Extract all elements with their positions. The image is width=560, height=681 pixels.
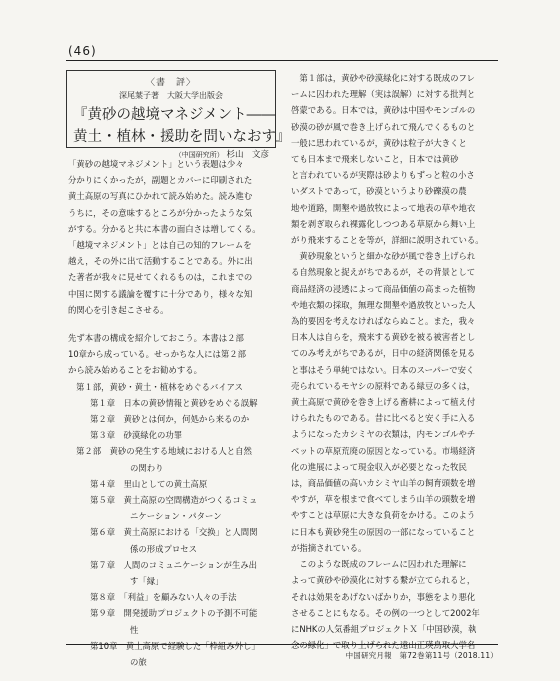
text-line: 類を剥ぎ取られ裸露化しつつある草原から舞い上 — [291, 218, 476, 229]
header-rule — [66, 60, 498, 61]
book-title-line-2: 黄土・植林・援助を問いなおす』 — [73, 129, 291, 145]
left-paragraph-1 — [68, 156, 280, 237]
text-line: 先ず本書の構成を紹介しておこう。本書は２部 — [68, 333, 244, 344]
text-line: 黄土高原で黄砂を巻き上げる畜耕によって植え付 — [291, 397, 476, 408]
reviewer-name: 杉山 文彦 — [226, 150, 269, 160]
footer-citation: 中国研究月報 第72巻第11号（2018.11） — [345, 651, 498, 660]
right-column — [291, 70, 499, 653]
toc-continuation: の旅 — [130, 657, 147, 668]
text-line: は，商品価値の高いカシミヤ山羊の飼育頭数を増 — [291, 478, 476, 489]
toc-chapter: 第10章 黄土高原で経験した「枠組み外し」 — [90, 640, 260, 651]
table-of-contents — [68, 379, 280, 671]
text-line: 売られているモヤシの原料である緑豆の多くは， — [291, 380, 476, 391]
text-line: 商品経済の浸透によって商品価値の高まった植物 — [291, 283, 476, 294]
text-line: 黄砂現象というと細かな砂が風で巻き上げられ — [291, 251, 476, 262]
right-paragraph-2 — [291, 248, 499, 556]
text-line: やすことは草原に大きな負荷をかける。このよう — [291, 510, 476, 521]
text-line: やすが，草を根まで食べてしまう山羊の頭数を増 — [291, 494, 476, 505]
text-line: 黄土高原の写真にひかれて読み始めた。読み進む — [68, 191, 253, 202]
text-line: と言われているが実際は砂よりもずっと粒の小さ — [291, 170, 475, 181]
toc-chapter: 第３章 砂漠緑化の功罪 — [90, 430, 183, 441]
toc-chapter: 第７章 人間のコミュニケーションが生み出 — [90, 559, 257, 570]
text-line: と事はそう単純ではない。日本のスーパーで安く — [291, 364, 475, 375]
text-line: 第１部は，黄砂や砂漠緑化に対する既成のフレ — [291, 73, 475, 83]
book-title-line-1: 『黄砂の越境マネジメント―― — [73, 107, 276, 123]
text-line: それは効果をあげないばかりか，事態をより悪化 — [291, 591, 476, 602]
left-column — [68, 156, 280, 670]
text-line: にNHKの人気番組プロジェクトＸ「中国砂漠，執 — [291, 623, 477, 634]
text-line: や地衣類の採取，無理な開墾や過放牧といった人 — [291, 299, 476, 310]
toc-chapter: 第９章 開発援助プロジェクトの予測不可能 — [90, 608, 258, 619]
text-line: 的関心を引き起こさせる。 — [68, 304, 169, 315]
text-line: てのみ考えがちであるが，日中の経済関係を見る — [291, 348, 476, 359]
toc-continuation: 性 — [130, 624, 139, 635]
text-line: うちに，その意味するところが分かったような気 — [68, 207, 253, 218]
review-label: 〈書 評〉 — [145, 78, 196, 88]
text-line: このような既成のフレームに囚われた理解に — [291, 559, 467, 570]
text-line: 砂漠の砂が風で巻き上げられて飛んでくるものと — [291, 121, 476, 132]
text-line: がする。分かると共に本書の面白さは増してくる。 — [68, 223, 261, 234]
text-line: 念の緑化」で取り上げられた遠山正瑛鳥取大学名 — [291, 640, 476, 651]
text-line: ようになったカシミヤの衣類は，内モンゴルやチ — [291, 429, 476, 440]
text-line: 啓蒙である。日本では，黄砂は中国やモンゴルの — [291, 105, 476, 116]
text-line: ても日本まで飛来しないこと，日本では黄砂 — [291, 154, 459, 165]
text-line: た著者が我々に見せてくれるものは，これまでの — [68, 272, 253, 283]
text-line: ベットの草原荒廃の原因となっている。市場経済 — [291, 445, 476, 456]
text-line: けられたものである。昔に比べると安く手に入る — [291, 413, 476, 424]
left-paragraph-2 — [68, 237, 280, 318]
text-line: る自然現象と捉えがちであるが，その背景として — [291, 267, 476, 278]
right-paragraph-1 — [291, 70, 499, 248]
text-line: 化の進展によって現金収入が必要となった牧民 — [291, 461, 467, 472]
toc-chapter: 第５章 黄土高原の空間構造がつくるコミュ — [90, 495, 258, 506]
toc-chapter: 第６章 黄土高原における「交换」と人間関 — [90, 527, 258, 538]
book-author-publisher: 深尾葉子著 大阪大学出版会 — [119, 91, 223, 100]
text-line: よって黄砂や砂漠化に対する繋が立てられると， — [291, 575, 476, 586]
text-line: ームに囚われた理解（実は誤解）に対する批判と — [291, 89, 476, 100]
text-line: 一般に思われているが，黄砂は粒子が大きくと — [291, 137, 467, 148]
toc-chapter: 第１章 日本の黄砂情報と黄砂をめぐる誤解 — [90, 397, 258, 408]
text-line: 日本人は自らを，飛来する黄砂を被る被害者とし — [291, 332, 476, 343]
text-line: 地や道路，開墾や過放牧によって地表の草や地衣 — [291, 202, 476, 213]
text-line: 10章から成っている。せっかちな人には第２部 — [68, 349, 246, 360]
text-line: 中国に関する議論を覆すに十分であり，様々な知 — [68, 288, 253, 299]
toc-continuation: ニケーション・パターン — [130, 511, 222, 522]
text-line: 為的要因を考えなければならぬこと。また，我々 — [291, 316, 476, 327]
toc-continuation: 係の形成プロセス — [130, 543, 197, 554]
text-line: がり飛来することを等が，詳細に説明されている。 — [291, 235, 484, 246]
toc-part: 第２部 黄砂の発生する地域における人と自然 — [76, 446, 252, 457]
text-line: いダストであって，砂漠というより砂礫漠の農 — [291, 186, 467, 197]
toc-continuation: の関わり — [130, 462, 164, 473]
reviewer-affiliation: （中国研究所） — [174, 151, 224, 159]
text-line: させることにもなる。その例の一つとして2002年 — [291, 607, 480, 618]
right-paragraph-3 — [291, 556, 499, 653]
text-line: 分かりにくかったが，副題とカバーに印刷された — [68, 175, 253, 186]
toc-chapter: 第８章 「利益」を顧みない人々の手法 — [90, 592, 237, 603]
toc-chapter: 第４章 里山としての黄土高原 — [90, 478, 208, 489]
toc-chapter: 第２章 黄砂とは何か，何処から来るのか — [90, 414, 250, 425]
text-line: 「越境マネジメント」とは自己の知的フレームを — [68, 240, 252, 251]
text-line: に日本も黄砂発生の原因の一部になっていること — [291, 526, 476, 537]
toc-part: 第１部，黄砂・黄土・植林をめぐるバイアス — [76, 381, 243, 392]
page-number: (46) — [68, 44, 97, 58]
text-line: 越え，その外に出て活動することである。外に出 — [68, 256, 253, 267]
left-paragraph-3 — [68, 330, 280, 379]
toc-continuation: す「縁」 — [130, 576, 164, 587]
text-line: が指摘されている。 — [291, 542, 367, 553]
text-line: 「黄砂の越境マネジメント」という表題は少々 — [68, 159, 244, 169]
review-title-box — [66, 70, 291, 160]
footer-rule — [66, 644, 498, 645]
text-line: から読み始めることをお勧めする。 — [68, 365, 202, 376]
